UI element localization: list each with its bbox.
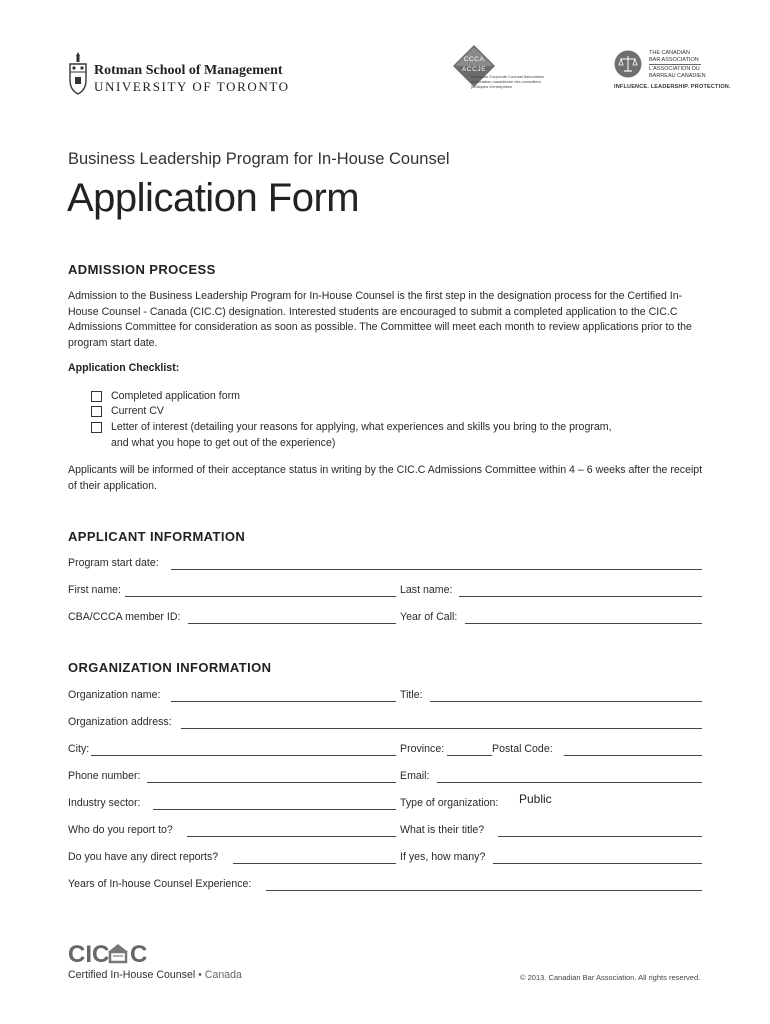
org-type-field[interactable]: Public xyxy=(519,792,552,806)
first-name-label: First name: xyxy=(68,584,121,596)
copyright: © 2013. Canadian Bar Association. All rights reserved. xyxy=(520,973,701,982)
applicant-heading: APPLICANT INFORMATION xyxy=(68,529,246,544)
cic-name: Certified In-House Counsel xyxy=(68,969,196,981)
postal-code-label: Postal Code: xyxy=(492,743,553,755)
province-field[interactable] xyxy=(447,755,492,756)
year-of-call-label: Year of Call: xyxy=(400,611,458,623)
last-name-label: Last name: xyxy=(400,584,453,596)
province-label: Province: xyxy=(400,743,445,755)
direct-reports-field[interactable] xyxy=(233,863,396,864)
ccca-text-line: Canadian Corporate Counsel Association xyxy=(471,74,545,79)
checklist-item: Completed application form xyxy=(111,390,240,402)
years-experience-field[interactable] xyxy=(266,890,702,891)
their-title-field[interactable] xyxy=(498,836,702,837)
org-name-label: Organization name: xyxy=(68,689,161,701)
cic-separator: • xyxy=(195,969,205,981)
cba-name-fr: BARREAU CANADIEN xyxy=(649,72,706,79)
city-field[interactable] xyxy=(91,755,396,756)
acceptance-note: Applicants will be informed of their acceptance status in writing by the CIC.C Admissions Committee within 4 – 6 weeks after the receipt of their application. xyxy=(68,464,703,492)
checklist-item: Letter of interest (detailing your reasons for applying, what experiences and skills you bring to the program, xyxy=(111,421,612,433)
member-id-field[interactable] xyxy=(188,623,396,624)
page-title: Application Form xyxy=(67,176,360,220)
how-many-field[interactable] xyxy=(493,863,702,864)
checkbox-letter-of-interest[interactable] xyxy=(91,422,102,433)
industry-sector-field[interactable] xyxy=(153,809,396,810)
checklist-heading: Application Checklist: xyxy=(68,362,180,374)
direct-reports-label: Do you have any direct reports? xyxy=(68,851,219,863)
email-label: Email: xyxy=(400,770,430,782)
org-type-label: Type of organization: xyxy=(400,797,499,809)
program-start-date-label: Program start date: xyxy=(68,557,159,569)
cic-country: Canada xyxy=(204,969,242,981)
program-subtitle: Business Leadership Program for In-House Counsel xyxy=(68,150,450,168)
ccca-mark-top: CCCA xyxy=(463,56,485,63)
organization-heading: ORGANIZATION INFORMATION xyxy=(68,660,272,675)
industry-sector-label: Industry sector: xyxy=(68,797,141,809)
phone-field[interactable] xyxy=(147,782,396,783)
city-label: City: xyxy=(68,743,90,755)
their-title-label: What is their title? xyxy=(400,824,485,836)
checklist-item: Current CV xyxy=(111,405,164,417)
title-field[interactable] xyxy=(430,701,702,702)
phone-label: Phone number: xyxy=(68,770,141,782)
how-many-label: If yes, how many? xyxy=(400,851,486,863)
email-field[interactable] xyxy=(437,782,702,783)
title-label: Title: xyxy=(400,689,423,701)
rotman-school-name: Rotman School of Management xyxy=(94,63,283,78)
cba-divider xyxy=(649,64,701,65)
year-of-call-field[interactable] xyxy=(465,623,702,624)
org-address-field[interactable] xyxy=(181,728,702,729)
member-id-label: CBA/CCCA member ID: xyxy=(68,611,181,623)
years-experience-label: Years of In-house Counsel Experience: xyxy=(68,878,252,890)
ccca-mark-bottom: ACCJE xyxy=(461,66,487,73)
ccca-text-line: Association canadienne des conseillers xyxy=(471,79,541,84)
ccca-text-line: juridiques d'entreprises xyxy=(471,84,513,89)
cba-name-en: BAR ASSOCIATION xyxy=(649,56,699,63)
cba-name-en: THE CANADIAN xyxy=(649,50,690,56)
university-name: UNIVERSITY OF TORONTO xyxy=(94,79,290,94)
last-name-field[interactable] xyxy=(459,596,702,597)
cba-name-fr: L'ASSOCIATION DU xyxy=(649,66,700,72)
program-start-date-field[interactable] xyxy=(171,569,702,570)
report-to-field[interactable] xyxy=(187,836,396,837)
cba-scales-icon xyxy=(614,50,642,78)
cba-tagline: INFLUENCE. LEADERSHIP. PROTECTION. xyxy=(614,84,731,90)
checklist-item-continued: and what you hope to get out of the experience) xyxy=(111,437,336,449)
checkbox-application-form[interactable] xyxy=(91,391,102,402)
org-address-label: Organization address: xyxy=(68,716,172,728)
cic-mark-text: CIC xyxy=(68,941,110,966)
admission-paragraph: Admission to the Business Leadership Program for In-House Counsel is the first step in the designation process for the Certified In-House Counsel - Canada (CIC.C) designation. Interested students are encouraged to submit a completed application to the CIC.C Admissions Committee for consideration as soon as possible. The Committee will meet each month to review applications prior to the program start date. xyxy=(68,290,692,349)
first-name-field[interactable] xyxy=(125,596,396,597)
cic-logo-icon xyxy=(68,940,154,966)
checkbox-current-cv[interactable] xyxy=(91,406,102,417)
report-to-label: Who do you report to? xyxy=(68,824,173,836)
admission-heading: ADMISSION PROCESS xyxy=(68,262,216,277)
cic-mark-end: C xyxy=(130,941,148,966)
cic-tagline xyxy=(68,969,242,981)
university-crest-icon xyxy=(68,50,88,96)
org-name-field[interactable] xyxy=(171,701,396,702)
postal-code-field[interactable] xyxy=(564,755,702,756)
